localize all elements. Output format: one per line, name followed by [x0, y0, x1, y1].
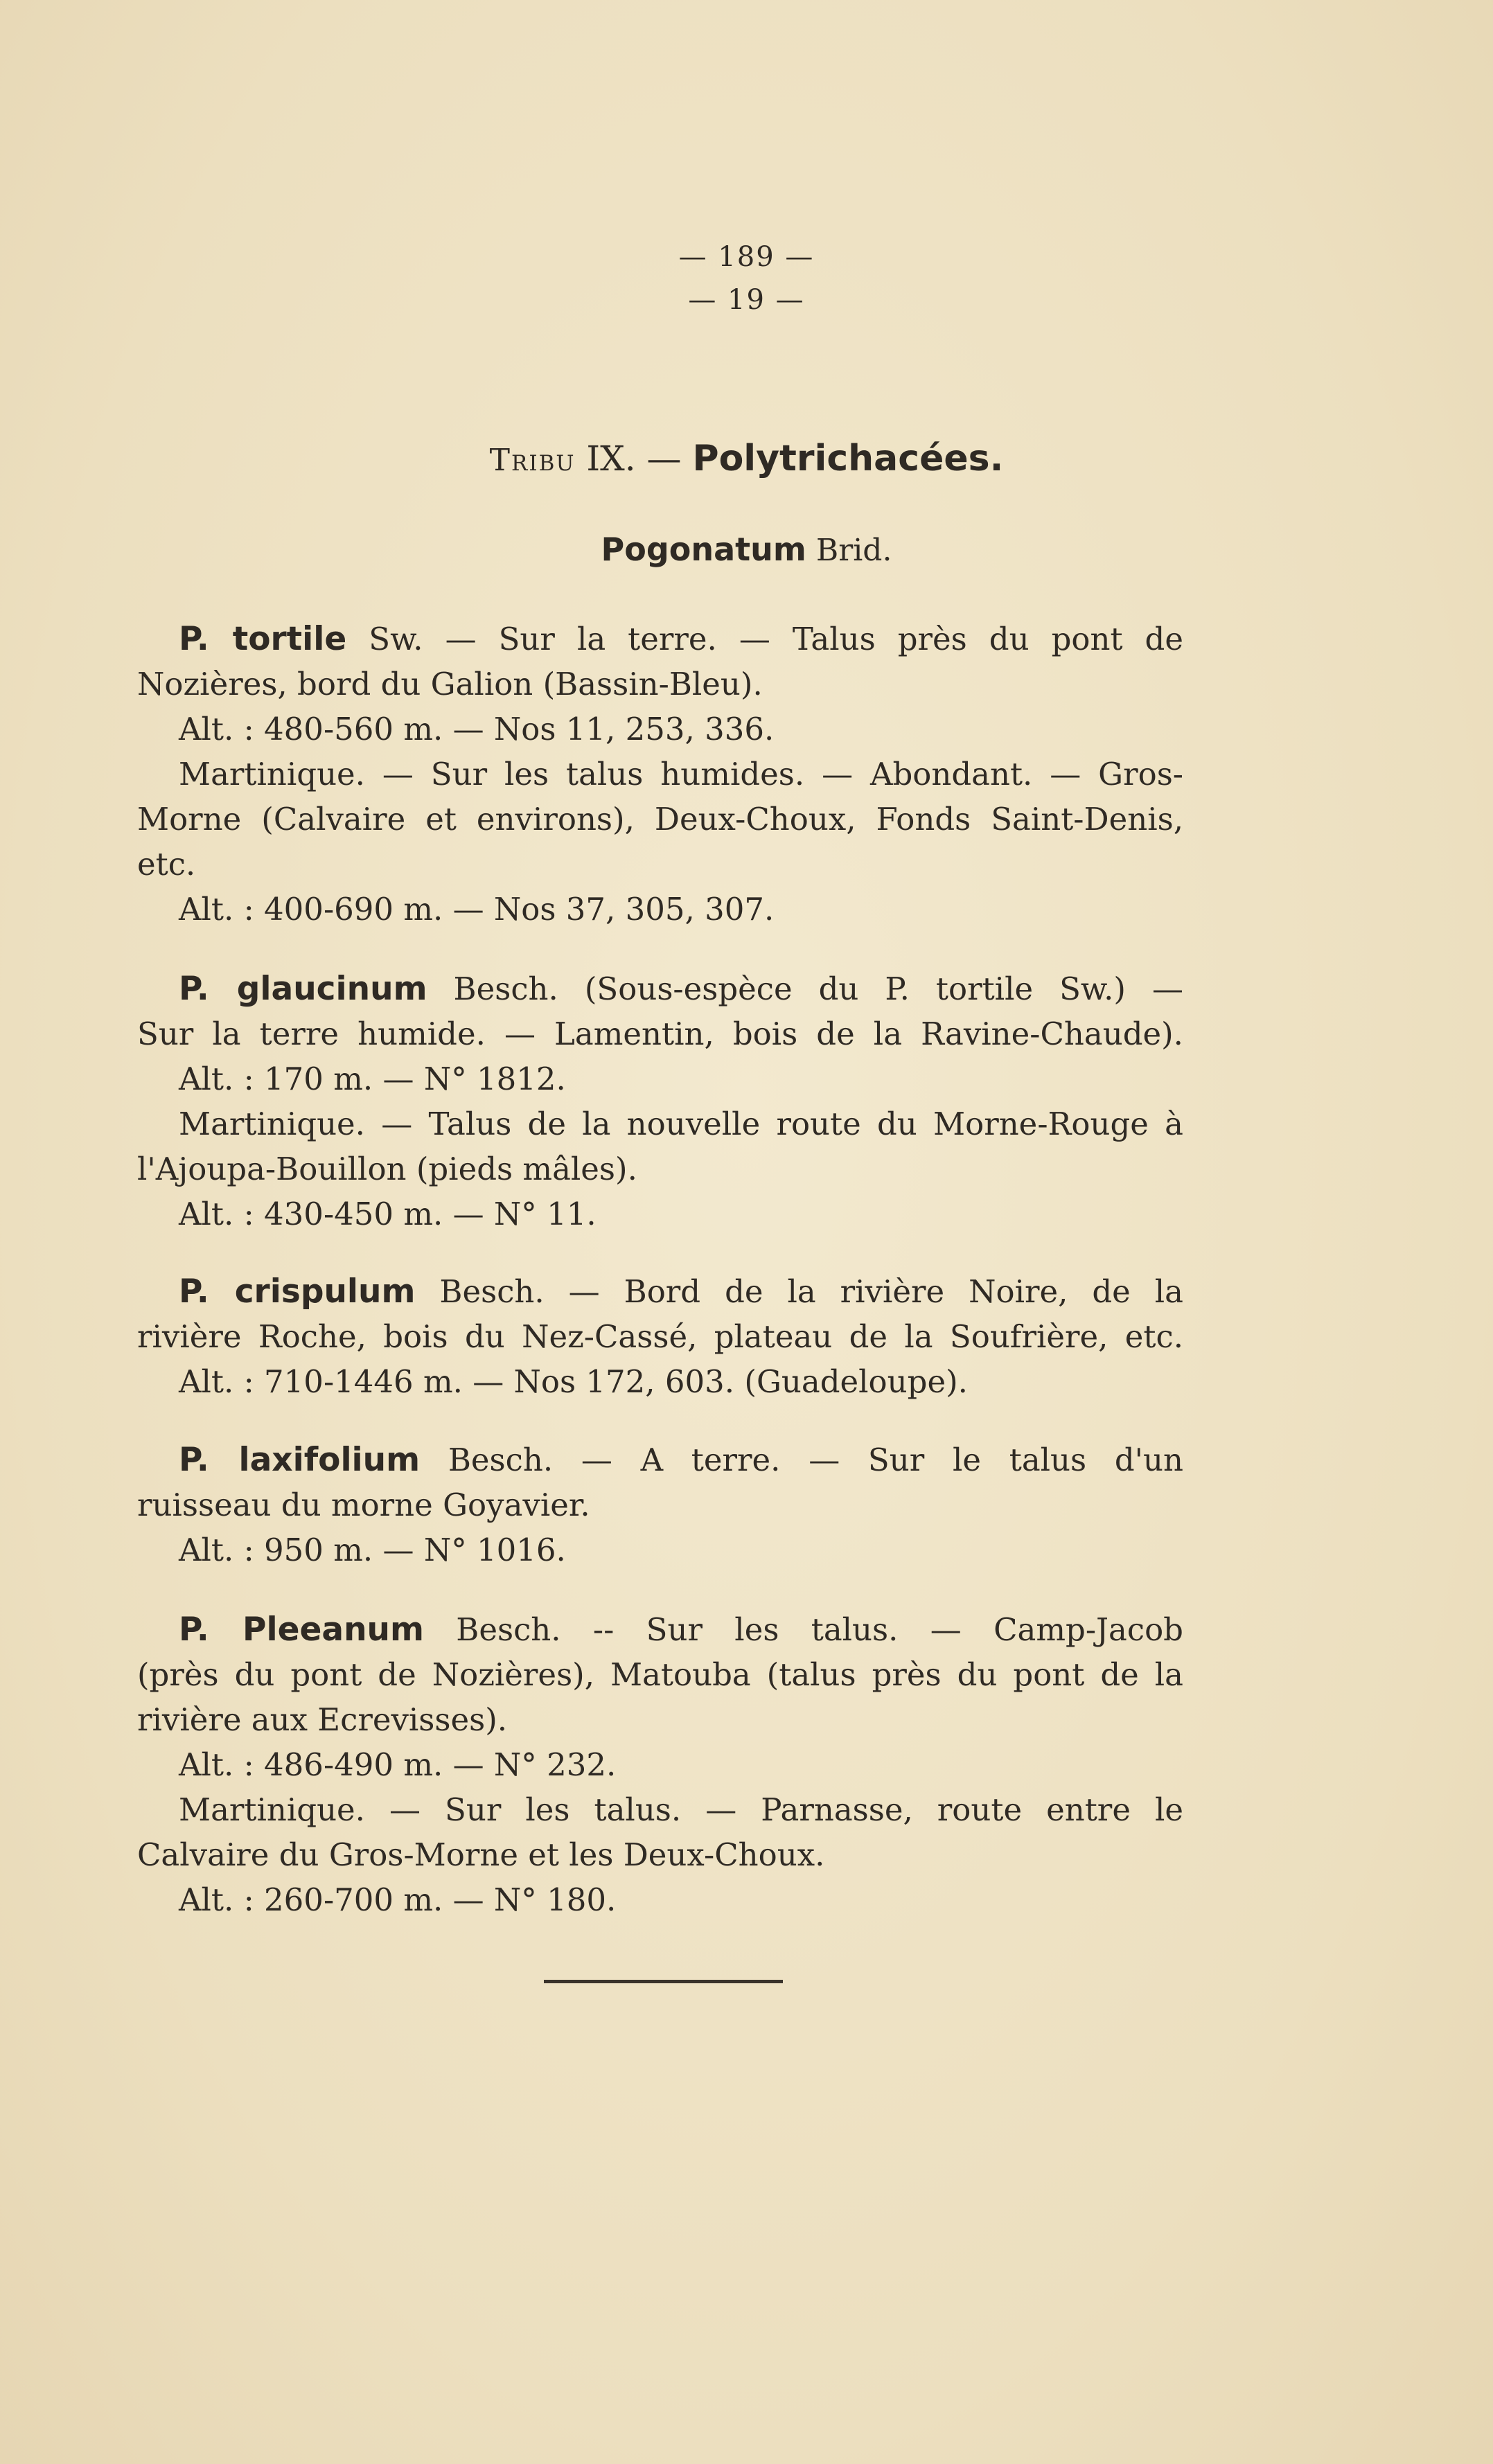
entry-line: Calvaire du Gros-Morne et les Deux-Choux.: [137, 1836, 825, 1873]
species-name: P. tortile: [179, 620, 347, 658]
page-number-secondary: — 19 —: [688, 284, 805, 316]
species-name: P. Pleeanum: [179, 1611, 424, 1649]
entry-line: Alt. : 260-700 m. — N° 180.: [179, 1881, 617, 1918]
entry-line: P. crispulum Besch. — Bord de la rivière Noire, de la: [179, 1273, 1183, 1311]
entry-line: ruisseau du morne Goyavier.: [137, 1487, 590, 1523]
entry-line: Alt. : 170 m. — N° 1812.: [179, 1061, 566, 1097]
entry-line: rivière Roche, bois du Nez-Cassé, plateau de la Soufrière, etc.: [137, 1318, 1183, 1355]
species-entry-laxifolium: [137, 1437, 1183, 1572]
entry-line: Alt. : 710-1446 m. — Nos 172, 603. (Guadeloupe).: [179, 1363, 968, 1400]
entry-line: P. glaucinum Besch. (Sous-espèce du P. tortile Sw.) —: [179, 970, 1183, 1008]
entry-line: Alt. : 400-690 m. — Nos 37, 305, 307.: [179, 891, 775, 928]
entry-line: rivière aux Ecrevisses).: [137, 1701, 508, 1738]
family-name: Polytrichacées.: [692, 438, 1004, 479]
genus-name: Pogonatum: [601, 531, 806, 568]
species-name: P. crispulum: [179, 1273, 416, 1311]
entry-line: l'Ajoupa-Bouillon (pieds mâles).: [137, 1151, 637, 1187]
end-rule: [544, 1980, 783, 1983]
tribe-heading: [0, 438, 1493, 479]
entry-line: Alt. : 950 m. — N° 1016.: [179, 1532, 566, 1568]
species-name: P. glaucinum: [179, 970, 427, 1008]
tribe-label: Tribu: [489, 443, 576, 478]
entry-line: etc.: [137, 846, 196, 883]
page-number-primary: — 189 —: [678, 241, 815, 273]
entry-line: Morne (Calvaire et environs), Deux-Choux, Fonds Saint-Denis,: [137, 801, 1183, 837]
entry-line: P. Pleeanum Besch. -- Sur les talus. — Camp-Jacob: [179, 1611, 1183, 1649]
entry-line: Nozières, bord du Galion (Bassin-Bleu).: [137, 666, 763, 702]
entry-line: P. tortile Sw. — Sur la terre. — Talus près du pont de: [179, 620, 1183, 658]
species-entry-pleeanum: [137, 1607, 1183, 1922]
entry-line: Martinique. — Sur les talus. — Parnasse, route entre le: [179, 1791, 1183, 1828]
entry-line: Sur la terre humide. — Lamentin, bois de la Ravine-Chaude).: [137, 1016, 1183, 1052]
entry-line: Alt. : 430-450 m. — N° 11.: [179, 1196, 597, 1232]
entry-line: Martinique. — Talus de la nouvelle route du Morne-Rouge à: [179, 1106, 1183, 1142]
genus-heading: [0, 531, 1493, 568]
species-entry-glaucinum: [137, 966, 1183, 1237]
entry-line: Martinique. — Sur les talus humides. — Abondant. — Gros-: [179, 756, 1183, 792]
species-name: P. laxifolium: [179, 1441, 421, 1479]
species-entry-tortile: [137, 617, 1183, 932]
species-entry-crispulum: [137, 1269, 1183, 1404]
entry-line: (près du pont de Nozières), Matouba (talus près du pont de la: [137, 1656, 1183, 1693]
tribe-number: IX. —: [586, 438, 682, 479]
genus-author: Brid.: [815, 533, 892, 568]
entry-line: P. laxifolium Besch. — A terre. — Sur le talus d'un: [179, 1441, 1183, 1479]
entry-line: Alt. : 486-490 m. — N° 232.: [179, 1746, 617, 1783]
entry-line: Alt. : 480-560 m. — Nos 11, 253, 336.: [179, 711, 775, 747]
